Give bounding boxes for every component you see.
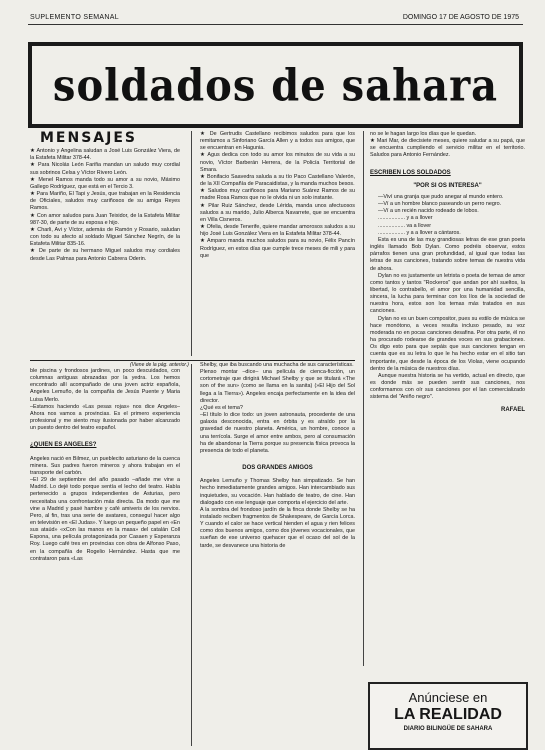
article-paragraph: –El título lo dice todo: un joven astronauta, procedente de una galaxia desconocida, entra en órbita y es atraído por la gravedad de nuestro planeta. América, un hombre, conoce a una terrícola. Surge el amor entre ambos, pero al consumación ha de abandonar la Tierra porque su presencia física provoca la presencia de todo el planeta. <box>200 412 355 454</box>
ad-newspaper-name: LA REALIDAD <box>394 706 502 723</box>
messages-column-1 <box>30 131 180 263</box>
title-banner <box>28 42 523 128</box>
message-item: ★ Pilar Ruiz Sánchez, desde Lérida, manda unos afectuosos saludos a su marido, Julio Alberca Navarrete, que se encuentra en Villa Cisneros. <box>200 202 355 223</box>
article-paragraph: Dylan no es un buen compositor, pues su estilo de música se hace monótono, a veces resulta incluso pesado, su voz moderada no en pocas canciones desafina. Por otra parte, él no ha procurado rodearse de grandes voces en sus grabaciones. Os digo esto para que sepáis que sus canciones tengan en cuenta que es su letra lo que le ha hecho estar en el sitio tan importante, que desde la época de los Violas, viene ocupando dentro de la música de nuestros días. <box>370 315 525 372</box>
section-rule <box>30 360 355 361</box>
section-heading: DOS GRANDES AMIGOS <box>242 465 313 472</box>
article-paragraph: Shelby, que iba buscando una muchacha de sus características. <box>200 362 354 368</box>
column-divider <box>191 364 192 746</box>
article-paragraph: –El 29 de septiembre del año pasado –añade me vine a Madrid. Lo dejé todo porque sentía el lecho del teatro. Había pertenecido a grupos independientes de Asturias, pero necesitaba una confrontación más directa. Da modo que me vine a Madrid y pasé hambre y café amiveris de los nervios. Pero, al fin, tras una serie de avatares, conseguí hacer algo en televisión en «El Judas». Y luego un pequeño papel en «En sus ataúd» «xCon las manos en la masa» del catalán Coll Espona, una película protagonizada por Casaen y Esperanza Roy. Luego café tres en provincias con obra de Alfonso Paso, en la compañía de Rogelio Hernández. Hasta que me contrataron para «Las <box>30 477 180 562</box>
ad-tagline: DIARIO BILINGÜE DE SAHARA <box>403 726 493 732</box>
article-column-2 <box>200 362 355 550</box>
section-heading: ¿QUIEN ES ANGELES? <box>30 442 97 449</box>
poem-line: —Viví una granja que pudo anegar al mundo entero. <box>378 193 504 200</box>
poem-line: —Ví a un hombre blanco paseando un perro negro. <box>378 201 502 208</box>
article-paragraph: Aunque nuestra historia se ha vertido, actual en directo, que es donde más se pueden sentir sus canciones, nos conformamos con oír sus canciones por el lan comercializado sistema del "Aniño negro". <box>370 372 525 401</box>
column-divider <box>191 131 192 356</box>
message-item: ★ Antonio y Angelina saludan a José Luis González Viera, de la Estafeta Militar 378-44. <box>30 148 180 162</box>
column-divider <box>363 131 364 666</box>
article-paragraph: Angeles Lemuño y Thomas Shelby han simpatizado. Se han hecho inmediatamente grandes amigos. Han intercambiado sus inquietudes, su vocación. Han hablado de teatro, de cine. Han dialogado con ese lenguaje que comporta el ejercicio del arte. <box>200 478 355 506</box>
poem-line: .................. y a a llover a cántaros. <box>378 229 461 236</box>
messages-heading: MENSAJES <box>40 130 137 146</box>
advertisement-box <box>368 682 528 750</box>
message-item: ★ Agus dedica con todo su amor los minutos de su vida a su novio, Víctor Barberán Herrera, de la Policía Territorial de Smara. <box>200 152 355 173</box>
messages-column-2 <box>200 131 355 260</box>
article-paragraph: –Estamos haciendo «Las pesas rojas» nos dice Angeles– Ahora nos vamos a provincias. Es el primero experiencia profesional y me siento muy ilusionada por haber alcanzado un puesto dentro del teatro español. <box>30 403 180 432</box>
article-paragraph: Esta es una de las muy grandiosas letras de ese gran poeta inglés llamado Bob Dylan. Como podréis observar, estos párrafos tienen una gran profundidad, al igual que todas las letras de sus canciones, tratando sobre temas de nuestra vida de ahora. <box>370 236 525 272</box>
article-paragraph: ¿Qué es el tema? <box>200 404 243 411</box>
messages-column-3 <box>370 131 525 415</box>
message-item: ★ Mari Mar, de diecisiete meses, quiere saludar a su papá, que se encuentra cumpliendo el servicio militar en el territorio. Saludos para Antonio Fernández. <box>370 138 525 159</box>
message-item: ★ Saludos muy cariñosos para Mariano Suárez Ramos de su madre Rosa Ramos que no le olvida ni un solo instante. <box>200 188 355 202</box>
poem-line: .................. va a llover <box>378 222 432 229</box>
message-item: ★ De Gertrudis Castellano recibimos saludos para que los remitamos a Sinforiano García Allen y a todos sus amigos, que se encuentran en Hagunia. <box>200 131 355 152</box>
ad-line: Anúnciese en <box>408 690 488 705</box>
poem-line: .................. y a a llover <box>378 215 433 222</box>
message-item: ★ Para Nicolás León Farifia mandan un saludo muy cordial sus sobrinos Celsa y Víctor Rivero León. <box>30 162 180 176</box>
message-item: ★ Charli, Avi y Víctor, además de Ramón y Rosario, saludan con todo su afecto al soldado Miguel Sánchez Negrín, de la Estafeta Militar 835-16. <box>30 226 180 248</box>
message-item: ★ De parte de su hermano Miguel saludos muy cordiales desde Las Palmas para Antonio Cabrera Oderin. <box>30 248 180 262</box>
message-item: ★ Bonifacio Saavedra saluda a su tío Paco Castellano Valerón, de la XII Compañía de Paracaidistas, y la manda muchos besos. <box>200 173 355 188</box>
page-title: soldados de sahara <box>52 59 499 111</box>
message-item: ★ Con amor saludos para Juan Teixidor, de la Estafeta Militar 987-30, de parte de su esposa e hijo. <box>30 212 180 226</box>
article-paragraph: ble piscina y frondosos jardines, un poco descuidados, con columnas antiguas abrazadas por la yedra. Los hemos encontrado allí acompañado de una joven actriz española, Angeles Lemuño, de la compañía de Jesús Puente y Maria Luisa Merlo. <box>30 368 180 403</box>
message-item: ★ Amparo manda muchos saludos para su novio, Félix Pancín Rodríguez, en estos días que cumple trece meses de mili y para que <box>200 238 355 259</box>
message-item: ★ Menel Ramos manda todo su amor a su novio, Máximo Gallego Rodríguez, que está en el Tercio 3. <box>30 176 180 190</box>
author-signature: RAFAEL <box>501 407 525 414</box>
message-item: ★ Ofelia, desde Tenerife, quiere mandar amorosos saludos a su hijo José Luis González Viera en la Estafeta Militar 378-44. <box>200 224 355 238</box>
article-paragraph: A la sombra del frondoso jardín de la finca donde Shelby se ha instalado reciben fragmentos de Shakespeare, de García Lorca. Y cuando el calor se hace vertical hienden el agua y rien felices como dos buenos amigos, como dos jóvenes vocacionales, que sueñan de ese universo quehacer que el ocaso del sol de la tarde, se desvanece una historia de <box>200 506 355 549</box>
poem-line: —Ví a un recién nacido rodeado de lobos. <box>378 208 479 215</box>
supplement-label: SUPLEMENTO SEMANAL <box>30 14 119 21</box>
message-item: no se le hagan largo los días que le quedan. <box>370 131 477 137</box>
section-heading: ESCRIBEN LOS SOLDADOS <box>370 169 451 176</box>
article-paragraph: Plenso montar –dice– una película de cienca-ficción, un cortometraje que dirigirá Michael Shelby y que se titulará «The son of the sun» (como se llama en la sanita) (»El Hijo del Sol llega a la Tierra»). Angeles encaja perfectamente en la idea del director. <box>200 369 355 404</box>
article-paragraph: Angeles nació en Bilmez, un pueblecito asturiano de la cuenca minera. Sus padres fueron mineros y ahora trabajan en el transporte del carbón. <box>30 455 180 476</box>
issue-date: DOMINGO 17 DE AGOSTO DE 1975 <box>402 14 519 21</box>
article-paragraph: Dylan no es justamente un letrista o poeta de temas de amor como tantos y tantos "Rockeros" que andan por ahí sueltos, la libertad, lo contrabello, el amor por una humanidad sencilla, sincera, la lucha para terminar con los líos de la sociedad de nuestra hora, estos son los temas más tratados en sus canciones. <box>370 272 525 315</box>
article-column-1 <box>30 368 180 563</box>
article-subtitle: "POR SI OS INTERESA" <box>413 182 482 189</box>
message-item: ★ Para Mariño, El Tapi y Jesús, que trabajan en la Residencia de Oficiales, saludos muy cariñosos de su amiga Reyes Ramos. <box>30 191 180 212</box>
continuation-note: (Viene de la pág. anterior.) <box>130 362 189 368</box>
header-rule <box>28 24 523 25</box>
